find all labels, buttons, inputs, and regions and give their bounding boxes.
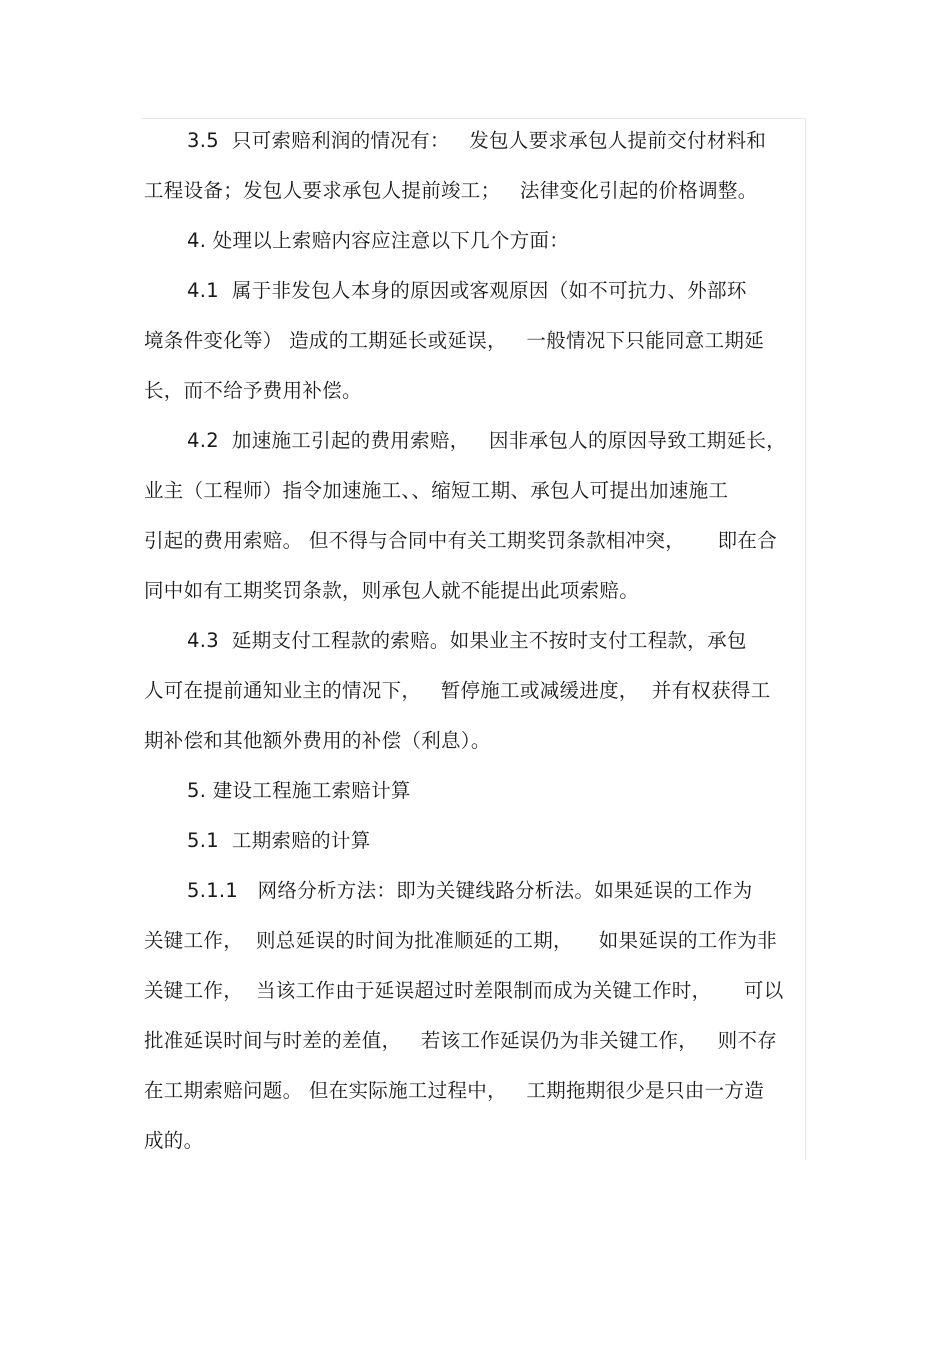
text-line: 长，而不给予费用补偿。 <box>144 379 362 402</box>
text-line: 批准延误时间与时差的差值， 若该工作延误仍为非关键工作， 则不存 <box>144 1029 777 1052</box>
text-line: 在工期索赔问题。 但在实际施工过程中， 工期拖期很少是只由一方造 <box>144 1079 764 1102</box>
text-line: 3.5 只可索赔利润的情况有： 发包人要求承包人提前交付材料和 <box>187 129 767 152</box>
text-line: 4.1 属于非发包人本身的原因或客观原因（如不可抗力、外部环 <box>187 279 747 302</box>
text-line: 关键工作， 当该工作由于延误超过时差限制而成为关键工作时， 可以 <box>144 979 784 1002</box>
text-line: 5.1.1 网络分析方法：即为关键线路分析法。如果延误的工作为 <box>187 879 753 902</box>
text-line: 人可在提前通知业主的情况下， 暂停施工或减缓进度， 并有权获得工 <box>144 679 771 702</box>
section-heading: 4. 处理以上索赔内容应注意以下几个方面： <box>187 229 570 252</box>
text-line: 引起的费用索赔。 但不得与合同中有关工期奖罚条款相冲突， 即在合 <box>144 529 777 552</box>
subsection-heading: 5.1 工期索赔的计算 <box>187 829 371 852</box>
text-line: 成的。 <box>144 1129 204 1152</box>
document-body <box>144 116 808 1166</box>
text-line: 工程设备；发包人要求承包人提前竣工； 法律变化引起的价格调整。 <box>144 179 758 202</box>
text-line: 境条件变化等） 造成的工期延长或延误， 一般情况下只能同意工期延 <box>144 329 764 352</box>
text-line: 4.2 加速施工引起的费用索赔， 因非承包人的原因导致工期延长， <box>187 429 787 452</box>
text-line: 同中如有工期奖罚条款，则承包人就不能提出此项索赔。 <box>144 579 640 602</box>
text-line: 4.3 延期支付工程款的索赔。如果业主不按时支付工程款，承包 <box>187 629 747 652</box>
text-line: 期补偿和其他额外费用的补偿（利息）。 <box>144 729 491 752</box>
section-heading: 5. 建设工程施工索赔计算 <box>187 779 411 802</box>
text-line: 关键工作， 则总延误的时间为批准顺延的工期， 如果延误的工作为非 <box>144 929 777 952</box>
text-line: 业主（工程师）指令加速施工、、缩短工期、承包人可提出加速施工 <box>144 479 729 502</box>
